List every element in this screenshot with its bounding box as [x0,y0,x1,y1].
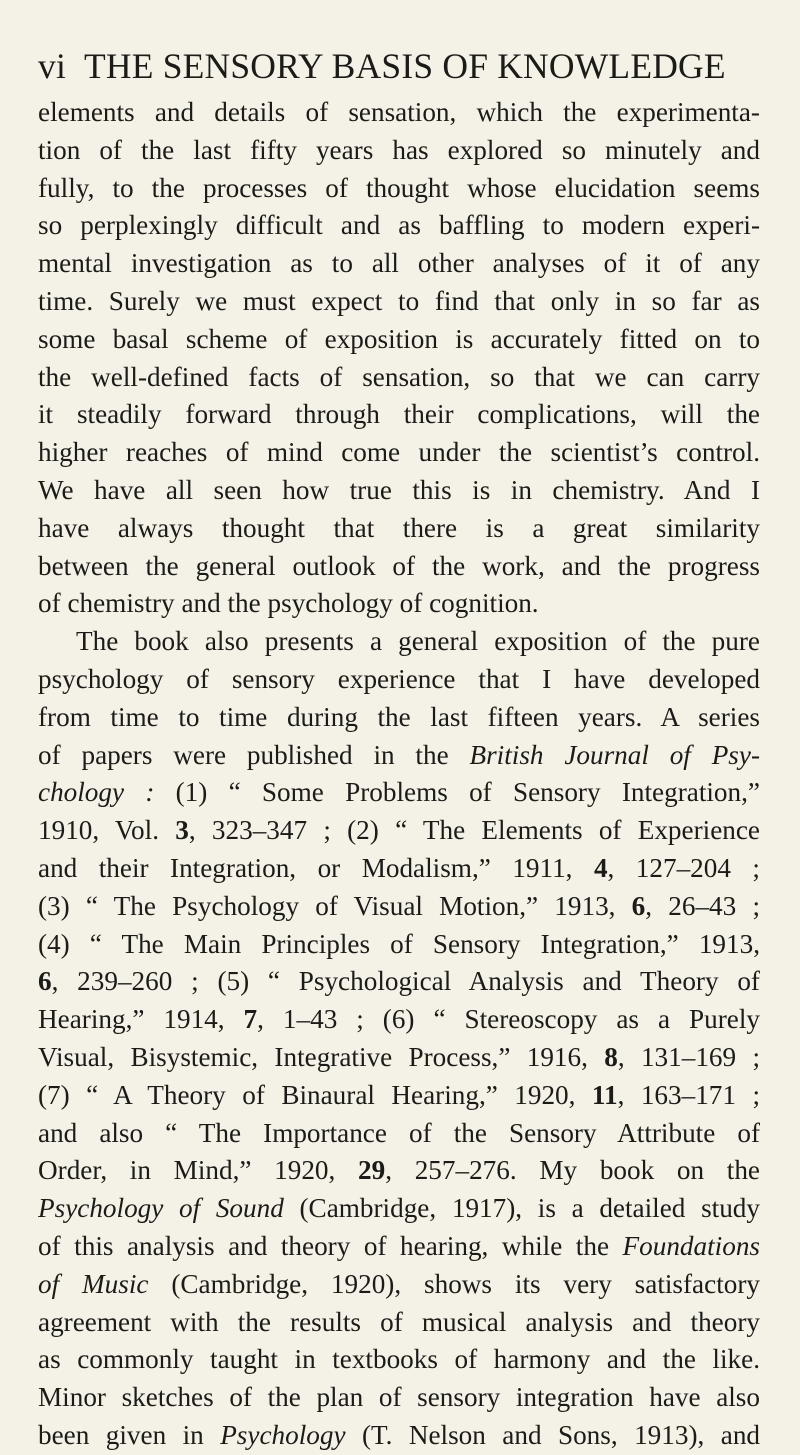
volume-number: 3 [175,815,189,846]
paragraph-start-line: The book also presents a general exposition of the pure [76,626,760,657]
text-line: of papers were published in the British Journal of Psy- [38,739,760,770]
text-line: and also “ The Importance of the Sensory Attribute of [38,1117,760,1148]
text-line: some basal scheme of exposition is accurately fitted on to [38,323,760,354]
text-line: of Music (Cambridge, 1920), shows its very satisfactory [38,1268,760,1299]
text-line: 6, 239–260 ; (5) “ Psychological Analysis and Theory of [38,966,760,997]
text-line: (4) “ The Main Principles of Sensory Integration,” 1913, [38,928,760,959]
text-line: so perplexingly difficult and as baffling to modern experi- [38,210,760,241]
text-line: it steadily forward through their complications, will the [38,399,760,430]
text-line: Psychology of Sound (Cambridge, 1917), is a detailed study [38,1193,760,1224]
text-line: 1910, Vol. 3, 323–347 ; (2) “ The Elements of Experience [38,815,760,846]
text-line: Hearing,” 1914, 7, 1–43 ; (6) “ Stereoscopy as a Purely [38,1004,760,1035]
volume-number: 4 [593,852,608,883]
text-line: of chemistry and the psychology of cognition. [38,588,539,619]
text-line: (3) “ The Psychology of Visual Motion,” 1913, 6, 26–43 ; [38,890,760,921]
text-line: elements and details of sensation, which the experimenta- [38,97,760,127]
volume-number: 6 [631,890,646,921]
text-line: and their Integration, or Modalism,” 1911, 4, 127–204 ; [38,852,760,883]
text-line: tion of the last fifty years has explored so minutely and [38,134,760,165]
text-line: (7) “ A Theory of Binaural Hearing,” 1920, 11, 163–171 ; [38,1079,760,1110]
journal-title-cont: chology : [38,777,155,808]
volume-number: 11 [591,1079,618,1110]
book-title-cont: of Music [38,1268,149,1299]
book-title: Psychology of Sound [38,1193,284,1224]
book-title: Foundations [622,1230,760,1261]
text-line: from time to time during the last fifteen years. A series [38,701,760,732]
running-header [38,46,762,86]
body-text [38,94,760,1455]
text-line: been given in Psychology (T. Nelson and Sons, 1913), and [38,1419,760,1450]
text-line: have always thought that there is a great similarity [38,512,760,543]
volume-number: 29 [358,1155,386,1186]
text-line: as commonly taught in textbooks of harmony and the like. [38,1344,760,1375]
text-line: Minor sketches of the plan of sensory integration have also [38,1382,760,1413]
volume-number: 6 [38,966,52,997]
text-line: time. Surely we must expect to find that only in so far as [38,285,760,316]
text-line: We have all seen how true this is in chemistry. And I [38,474,760,505]
text-line: fully, to the processes of thought whose elucidation seems [38,172,760,203]
volume-number: 8 [604,1041,618,1072]
text-line: agreement with the results of musical analysis and theory [38,1306,760,1337]
text-line: of this analysis and theory of hearing, while the Foundations [38,1230,760,1261]
text-line: psychology of sensory experience that I have developed [38,663,760,694]
volume-number: 7 [243,1004,258,1035]
running-title: THE SENSORY BASIS OF KNOWLEDGE [84,46,726,86]
text-line: mental investigation as to all other analyses of it of any [38,248,760,279]
text-line: the well-defined facts of sensation, so that we can carry [38,361,760,392]
journal-title: British Journal of Psy- [469,739,760,770]
book-title: Psychology [220,1419,346,1450]
text-line: Visual, Bisystemic, Integrative Process,” 1916, 8, 131–169 ; [38,1041,760,1072]
text-line: Order, in Mind,” 1920, 29, 257–276. My book on the [38,1155,760,1186]
text-line: chology : (1) “ Some Problems of Sensory Integration,” [38,777,760,808]
text-line: between the general outlook of the work, and the progress [38,550,760,581]
text-line: higher reaches of mind come under the scientist’s control. [38,437,760,468]
page-number: vi [38,46,67,86]
